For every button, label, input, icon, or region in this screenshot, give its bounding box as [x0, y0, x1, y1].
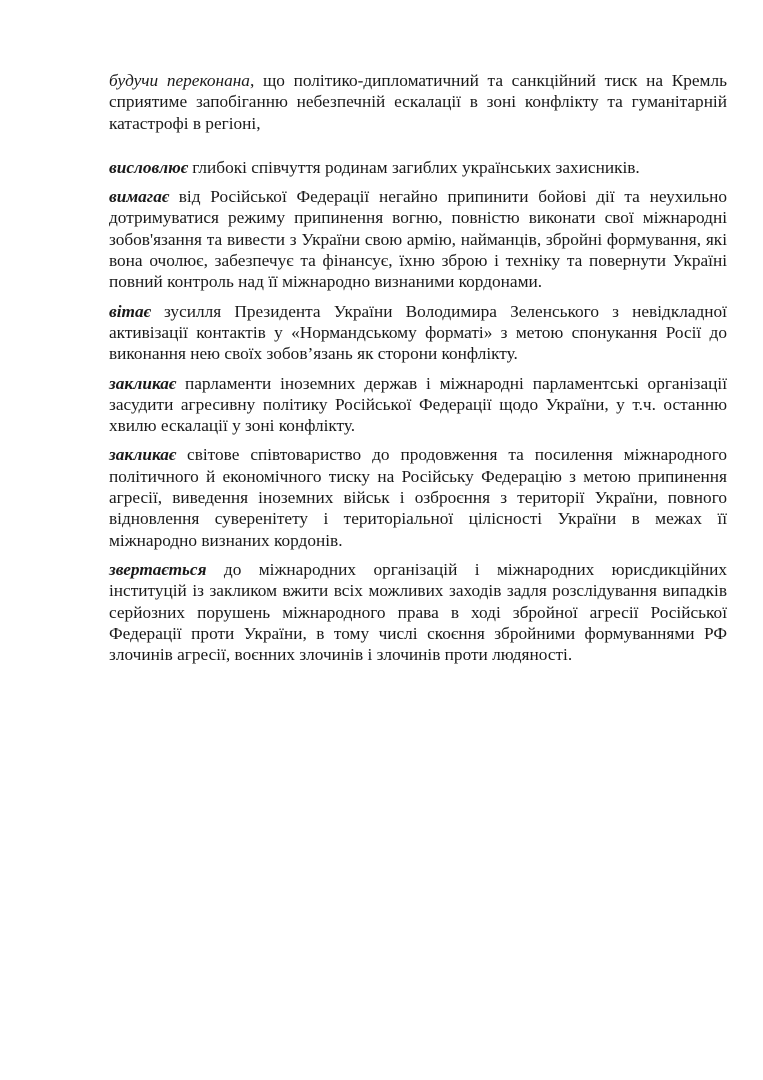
paragraph-keyword: вимагає — [109, 187, 170, 207]
paragraph-text: світове співтовариство до продовження та посилення міжнародного політичного й економічного тиску на Російську Федерацію з метою припинення агресії, виведення іноземних військ і озброєння з території України, повного відновлення суверенітету і територіальної цілісності України в межах її міжнародно визнаних кордонів. — [109, 445, 727, 550]
paragraph-text: до міжнародних організацій і міжнародних юрисдикційних інституцій із закликом вжити всіх можливих заходів задля розслідування випадків серйозних порушень міжнародного права в ході збройної агресії Російської Федерації проти України, в тому числі скоєння збройними формуваннями РФ злочинів агресії, воєнних злочинів і злочинів проти людяності. — [109, 559, 727, 665]
document-body — [109, 70, 727, 673]
paragraph-keyword: будучи переконана — [109, 71, 250, 90]
paragraph-keyword: звертається — [109, 559, 207, 579]
paragraph-keyword: вітає — [109, 301, 151, 321]
paragraph-appeals — [109, 559, 727, 665]
paragraph-keyword: закликає — [109, 445, 177, 465]
paragraph-conviction — [109, 70, 727, 134]
paragraph-demands — [109, 186, 727, 292]
paragraph-text: , що політико-дипломатичний та санкційний тиск на Кремль сприятиме запобіганню небезпечній ескалації в зоні конфлікту та гуманітарній катастрофі в регіоні, — [109, 71, 727, 133]
paragraph-welcomes — [109, 301, 727, 365]
paragraph-text: зусилля Президента України Володимира Зеленського з невідкладної активізації контактів у «Нормандському форматі» з метою спонукання Росії до виконання нею своїх зобов’язань як сторони конфлікту. — [109, 301, 727, 364]
paragraph-calls-parliaments — [109, 373, 727, 437]
paragraph-text: глибокі співчуття родинам загиблих українських захисників. — [187, 157, 640, 177]
paragraph-keyword: висловлює — [109, 157, 188, 177]
paragraph-text: від Російської Федерації негайно припинити бойові дії та неухильно дотримуватися режиму припинення вогню, повністю виконати свої міжнародні зобов'язання та вивести з України свою армію, найманців, збройні формування, які вона очолює, забезпечує та фінансує, їхню зброю і техніку та повернути Україні повний контроль над її міжнародно визнаними кордонами. — [109, 187, 727, 292]
paragraph-keyword: закликає — [109, 373, 177, 393]
paragraph-text: парламенти іноземних держав і міжнародні парламентські організації засудити агресивну політику Російської Федерації щодо України, у т.ч. останню хвилю ескалації у зоні конфлікту. — [109, 373, 727, 436]
paragraph-condolences — [109, 157, 727, 178]
paragraph-calls-community — [109, 444, 727, 550]
